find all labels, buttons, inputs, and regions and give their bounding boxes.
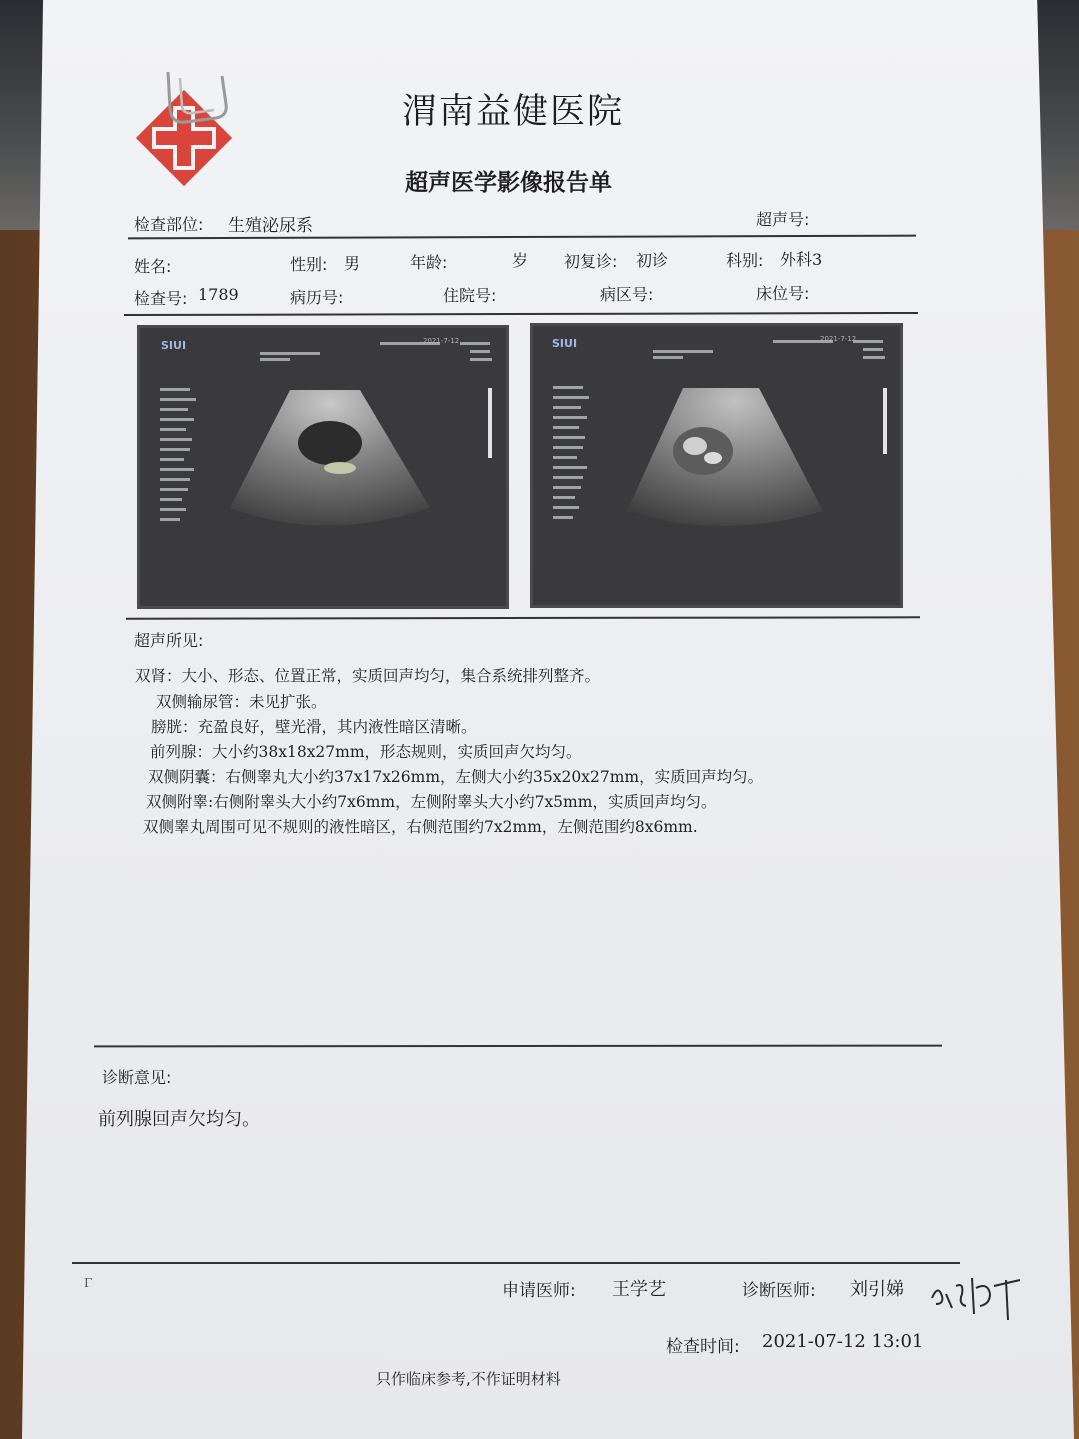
age-unit: 岁 — [512, 251, 529, 270]
ultrasound-date-right: 2021-7-12 — [820, 335, 857, 343]
requesting-doctor-label: 申请医师: — [502, 1281, 576, 1301]
diagnosis-text: 前列腺回声欠均匀。 — [98, 1109, 260, 1130]
report-title: 超声医学影像报告单 — [405, 170, 612, 196]
requesting-doctor-value: 王学艺 — [612, 1279, 666, 1300]
exam-site-value: 生殖泌尿系 — [228, 216, 313, 236]
findings-title: 超声所见: — [134, 631, 204, 650]
medical-record-label: 病历号: — [290, 288, 344, 307]
finding-line-ureters: 双侧输尿管：未见扩张。 — [156, 693, 327, 711]
handwritten-signature — [928, 1264, 1028, 1324]
exam-site-label: 检查部位: — [134, 215, 204, 234]
paper-clip-icon — [160, 68, 240, 130]
bed-number-label: 床位号: — [756, 284, 810, 303]
department-label: 科别: — [726, 251, 764, 270]
age-label: 年龄: — [410, 253, 448, 272]
ultrasound-image-left — [137, 325, 509, 609]
exam-time-label: 检查时间: — [666, 1337, 740, 1357]
finding-line-prostate: 前列腺：大小约38x18x27mm，形态规则，实质回声欠均匀。 — [150, 743, 582, 761]
diagnosing-doctor-label: 诊断医师: — [742, 1281, 816, 1301]
corner-mark: Γ — [84, 1276, 93, 1290]
exam-time-value: 2021-07-12 13:01 — [762, 1331, 924, 1352]
department-value: 外科3 — [780, 250, 823, 269]
gender-label: 性别: — [290, 255, 328, 274]
finding-line-kidneys: 双肾：大小、形态、位置正常，实质回声均匀，集合系统排列整齐。 — [135, 667, 601, 685]
exam-number-value: 1789 — [198, 285, 239, 304]
visit-label: 初复诊: — [564, 252, 618, 271]
diagnosis-divider — [72, 1262, 960, 1264]
hospital-name: 渭南益健医院 — [402, 92, 625, 132]
finding-line-testis-fluid: 双侧睾丸周围可见不规则的液性暗区，右侧范围约7x2mm，左侧范围约8x6mm. — [143, 818, 698, 836]
gender-value: 男 — [344, 254, 361, 273]
ward-number-label: 病区号: — [600, 285, 654, 304]
name-label: 姓名: — [134, 257, 172, 276]
diagnosing-doctor-value: 刘引娣 — [850, 1279, 904, 1300]
admission-number-label: 住院号: — [443, 286, 497, 305]
disclaimer: 只作临床参考,不作证明材料 — [376, 1370, 561, 1388]
ultrasound-image-right — [530, 323, 903, 608]
ultrasound-date-left: 2021-7-12 — [423, 337, 460, 345]
finding-line-bladder: 膀胱：充盈良好，壁光滑，其内液性暗区清晰。 — [151, 718, 477, 736]
ultrasound-brand-right: SIUI — [552, 337, 578, 350]
exam-number-label: 检查号: — [134, 289, 188, 308]
finding-line-epididymis: 双侧附睾:右侧附睾头大小约7x6mm，左侧附睾头大小约7x5mm，实质回声均匀。 — [146, 793, 717, 811]
diagnosis-title: 诊断意见: — [102, 1068, 172, 1087]
visit-value: 初诊 — [636, 251, 669, 270]
ultrasound-number-label: 超声号: — [756, 210, 810, 229]
ultrasound-brand-left: SIUI — [161, 339, 187, 352]
finding-line-scrotum: 双侧阴囊：右侧睾丸大小约37x17x26mm，左侧大小约35x20x27mm，实质回声均匀。 — [148, 768, 764, 786]
